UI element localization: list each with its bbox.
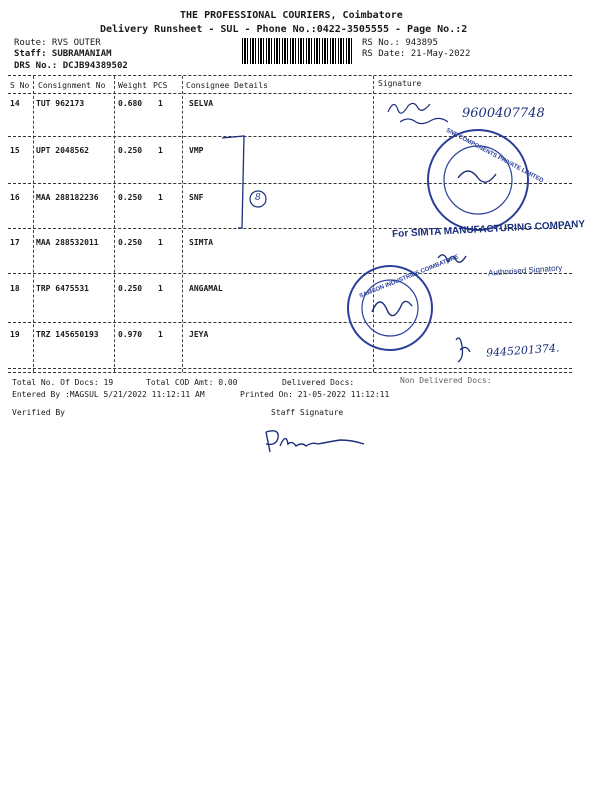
phone-number-handwritten: 9445201374. (485, 341, 560, 360)
row-pcs: 1 (158, 99, 163, 108)
row-pcs: 1 (158, 193, 163, 202)
rs-number: RS No.: 943895 (362, 38, 438, 48)
row-consignment: TRZ 145650193 (36, 330, 99, 339)
row-weight: 0.250 (118, 284, 143, 293)
row-weight: 0.680 (118, 99, 143, 108)
row-pcs: 1 (158, 330, 163, 339)
col-sno: S No (10, 81, 30, 90)
col-pcs: PCS (153, 81, 168, 90)
drs-number: DRS No.: DCJB94389502 (14, 61, 128, 71)
row-consignment: UPT 2048562 (36, 146, 89, 155)
row-sno: 17 (10, 238, 20, 247)
col-signature: Signature (378, 79, 422, 88)
col-consignee: Consignee Details (186, 81, 268, 90)
circled-number: 8 (255, 193, 261, 203)
row-sno: 18 (10, 284, 20, 293)
rs-date: RS Date: 21-May-2022 (362, 49, 471, 59)
row-consignment: MAA 288532011 (36, 238, 99, 247)
entered-by: Entered By :MAGSUL 5/21/2022 11:12:11 AM (12, 390, 205, 399)
runsheet-title: THE PROFESSIONAL COURIERS, Coimbatore (180, 10, 403, 21)
row-sno: 14 (10, 99, 20, 108)
bracket-mark (222, 136, 244, 228)
authorised-signatory-stamp: Authorised Signatory (487, 263, 563, 278)
row-consignee: SELVA (189, 99, 214, 108)
row-consignee: JEYA (189, 330, 209, 339)
row-weight: 0.250 (118, 238, 143, 247)
row-weight: 0.250 (118, 146, 143, 155)
verified-by-label: Verified By (12, 408, 65, 417)
row-sno: 19 (10, 330, 20, 339)
total-cod: Total COD Amt: 0.00 (146, 378, 238, 387)
row-pcs: 1 (158, 146, 163, 155)
route-label: Route: RVS OUTER (14, 38, 101, 48)
col-consignment: Consignment No (38, 81, 106, 90)
non-delivered-docs: Non Delivered Docs: (400, 376, 492, 385)
row-sno: 15 (10, 146, 20, 155)
phone-number-handwritten: 9600407748 (462, 106, 545, 121)
row-consignment: MAA 288182236 (36, 193, 99, 202)
samson-stamp (348, 266, 432, 350)
handwritten-signature (388, 103, 448, 123)
samson-stamp-text: SAMSON INDUSTRIES COIMBATORE (358, 254, 460, 300)
staff-signature-label: Staff Signature (271, 408, 344, 417)
row-consignment: TUT 962173 (36, 99, 85, 108)
staff-signature-mark (266, 431, 364, 452)
total-docs: Total No. Of Docs: 19 (12, 378, 114, 387)
row-consignee: SIMTA (189, 238, 214, 247)
col-weight: Weight (118, 81, 147, 90)
row-pcs: 1 (158, 284, 163, 293)
row-weight: 0.970 (118, 330, 143, 339)
snf-stamp-text: SNF COMPONENTS PRIVATE LIMITED (444, 127, 545, 185)
printed-on: Printed On: 21-05-2022 11:12:11 (240, 390, 390, 399)
staff-label: Staff: SUBRAMANIAM (14, 49, 112, 59)
row-consignee: VMP (189, 146, 204, 155)
row-pcs: 1 (158, 238, 163, 247)
row-weight: 0.250 (118, 193, 143, 202)
row-consignee: SNF (189, 193, 204, 202)
simta-company-stamp: For SIMTA MANUFACTURING COMPANY (391, 218, 586, 241)
row-sno: 16 (10, 193, 20, 202)
handwritten-signature (456, 338, 470, 362)
delivered-docs: Delivered Docs: (282, 378, 355, 387)
row-consignee: ANGAMAL (189, 284, 223, 293)
runsheet-subtitle: Delivery Runsheet - SUL - Phone No.:0422-3505555 - Page No.:2 (100, 24, 468, 35)
row-consignment: TRP 6475531 (36, 284, 89, 293)
